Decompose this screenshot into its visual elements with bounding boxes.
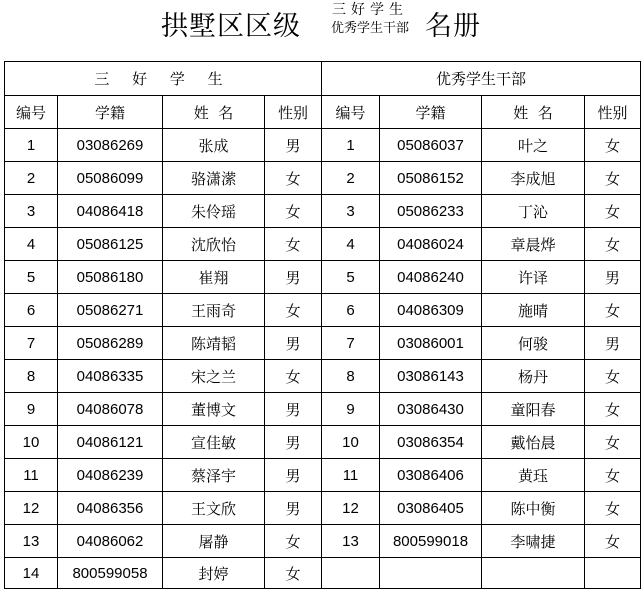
cell-name: 蔡泽宇	[163, 459, 265, 492]
table-row	[5, 228, 641, 261]
cell-number: 8	[5, 360, 58, 393]
header-number: 编号	[5, 96, 58, 129]
cell-number: 2	[322, 162, 380, 195]
title-end: 名册	[425, 11, 481, 42]
cell-gender: 女	[265, 360, 322, 393]
cell-name: 黄珏	[482, 459, 585, 492]
cell-student-id: 03086430	[380, 393, 482, 426]
header-name: 姓 名	[163, 96, 265, 129]
cell-name: 宋之兰	[163, 360, 265, 393]
header-number: 编号	[322, 96, 380, 129]
cell-gender: 男	[585, 327, 641, 360]
cell-name: 戴怡晨	[482, 426, 585, 459]
title-sub-sanhao: 三好学生	[332, 2, 408, 18]
roster-title	[0, 0, 642, 58]
cell-number: 4	[322, 228, 380, 261]
cell-gender: 女	[585, 393, 641, 426]
header-name: 姓 名	[482, 96, 585, 129]
cell-student-id: 04086078	[58, 393, 163, 426]
cell-name: 陈靖韬	[163, 327, 265, 360]
cell-student-id: 03086143	[380, 360, 482, 393]
cell-number: 9	[322, 393, 380, 426]
cell-number: 10	[5, 426, 58, 459]
cell-gender: 男	[265, 459, 322, 492]
cell-name: 许译	[482, 261, 585, 294]
cell-name: 骆潇潆	[163, 162, 265, 195]
cell-student-id: 05086180	[58, 261, 163, 294]
cell-gender: 女	[265, 195, 322, 228]
cell-student-id: 03086405	[380, 492, 482, 525]
column-header-row	[5, 96, 641, 129]
header-gender: 性别	[265, 96, 322, 129]
table-row	[5, 360, 641, 393]
header-gender: 性别	[585, 96, 641, 129]
cell-name: 施晴	[482, 294, 585, 327]
cell-name: 童阳春	[482, 393, 585, 426]
cell-student-id: 03086269	[58, 129, 163, 162]
group-sanhao-header: 三 好 学 生	[5, 62, 322, 96]
table-row	[5, 162, 641, 195]
cell-student-id: 04086024	[380, 228, 482, 261]
cell-number: 8	[322, 360, 380, 393]
cell-gender: 女	[585, 525, 641, 558]
cell-gender: 女	[585, 129, 641, 162]
group-ganbu-header: 优秀学生干部	[322, 62, 641, 96]
cell-student-id: 05086289	[58, 327, 163, 360]
cell-number: 13	[5, 525, 58, 558]
group-header-row	[5, 62, 641, 96]
cell-number: 10	[322, 426, 380, 459]
cell-name: 朱伶瑶	[163, 195, 265, 228]
cell-gender: 女	[585, 360, 641, 393]
cell-number: 1	[5, 129, 58, 162]
cell-name: 王雨奇	[163, 294, 265, 327]
header-student-id: 学籍	[58, 96, 163, 129]
cell-gender: 女	[265, 558, 322, 589]
cell-name: 王文欣	[163, 492, 265, 525]
cell-name: 屠静	[163, 525, 265, 558]
table-row	[5, 327, 641, 360]
cell-gender: 女	[585, 426, 641, 459]
cell-number: 7	[322, 327, 380, 360]
cell-gender: 女	[265, 294, 322, 327]
cell-name: 沈欣怡	[163, 228, 265, 261]
cell-name: 章晨烨	[482, 228, 585, 261]
cell-student-id: 03086354	[380, 426, 482, 459]
cell-gender: 男	[265, 129, 322, 162]
cell-gender: 女	[585, 228, 641, 261]
cell-number: 12	[5, 492, 58, 525]
table-row	[5, 261, 641, 294]
cell-name: 丁沁	[482, 195, 585, 228]
cell-student-id: 800599018	[380, 525, 482, 558]
header-student-id: 学籍	[380, 96, 482, 129]
title-main: 拱墅区区级	[161, 11, 301, 42]
cell-student-id: 05086099	[58, 162, 163, 195]
cell-student-id: 04086240	[380, 261, 482, 294]
cell-gender: 男	[265, 327, 322, 360]
roster-table	[4, 61, 641, 589]
cell-name: 封婷	[163, 558, 265, 589]
cell-number: 5	[322, 261, 380, 294]
table-row	[5, 129, 641, 162]
cell-gender: 男	[265, 492, 322, 525]
cell-student-id: 05086271	[58, 294, 163, 327]
table-row	[5, 195, 641, 228]
table-row	[5, 393, 641, 426]
cell-number: 11	[5, 459, 58, 492]
cell-gender: 男	[585, 261, 641, 294]
cell-name: 董博文	[163, 393, 265, 426]
table-row	[5, 426, 641, 459]
title-award-stack	[322, 1, 418, 37]
cell-name: 崔翔	[163, 261, 265, 294]
table-row	[5, 558, 641, 589]
cell-student-id: 05086152	[380, 162, 482, 195]
cell-name: 宣佳敏	[163, 426, 265, 459]
cell-number: 3	[5, 195, 58, 228]
cell-name: 张成	[163, 129, 265, 162]
cell-student-id: 04086418	[58, 195, 163, 228]
cell-number: 11	[322, 459, 380, 492]
cell-name: 杨丹	[482, 360, 585, 393]
cell-name: 何骏	[482, 327, 585, 360]
cell-student-id: 05086125	[58, 228, 163, 261]
table-row	[5, 294, 641, 327]
cell-number	[322, 558, 380, 589]
cell-gender: 女	[585, 195, 641, 228]
cell-student-id: 04086062	[58, 525, 163, 558]
cell-student-id: 04086309	[380, 294, 482, 327]
cell-gender: 女	[585, 459, 641, 492]
cell-gender: 男	[265, 393, 322, 426]
cell-student-id: 03086001	[380, 327, 482, 360]
cell-gender: 男	[265, 426, 322, 459]
table-row	[5, 525, 641, 558]
cell-student-id: 800599058	[58, 558, 163, 589]
cell-student-id	[380, 558, 482, 589]
cell-gender	[585, 558, 641, 589]
cell-name: 陈中衡	[482, 492, 585, 525]
cell-number: 1	[322, 129, 380, 162]
cell-number: 4	[5, 228, 58, 261]
cell-gender: 男	[265, 261, 322, 294]
cell-number: 6	[322, 294, 380, 327]
table-row	[5, 492, 641, 525]
cell-student-id: 04086121	[58, 426, 163, 459]
cell-student-id: 05086037	[380, 129, 482, 162]
cell-student-id: 04086335	[58, 360, 163, 393]
table-row	[5, 459, 641, 492]
title-sub-ganbu: 优秀学生干部	[330, 21, 409, 36]
cell-number: 13	[322, 525, 380, 558]
cell-number: 9	[5, 393, 58, 426]
cell-name	[482, 558, 585, 589]
cell-number: 2	[5, 162, 58, 195]
cell-number: 3	[322, 195, 380, 228]
cell-name: 叶之	[482, 129, 585, 162]
cell-gender: 女	[265, 162, 322, 195]
cell-gender: 女	[265, 228, 322, 261]
cell-gender: 女	[265, 525, 322, 558]
cell-number: 6	[5, 294, 58, 327]
cell-number: 7	[5, 327, 58, 360]
cell-student-id: 05086233	[380, 195, 482, 228]
cell-number: 14	[5, 558, 58, 589]
cell-student-id: 04086356	[58, 492, 163, 525]
cell-gender: 女	[585, 294, 641, 327]
cell-gender: 女	[585, 492, 641, 525]
cell-gender: 女	[585, 162, 641, 195]
cell-name: 李啸捷	[482, 525, 585, 558]
cell-student-id: 03086406	[380, 459, 482, 492]
cell-student-id: 04086239	[58, 459, 163, 492]
cell-number: 5	[5, 261, 58, 294]
cell-name: 李成旭	[482, 162, 585, 195]
cell-number: 12	[322, 492, 380, 525]
